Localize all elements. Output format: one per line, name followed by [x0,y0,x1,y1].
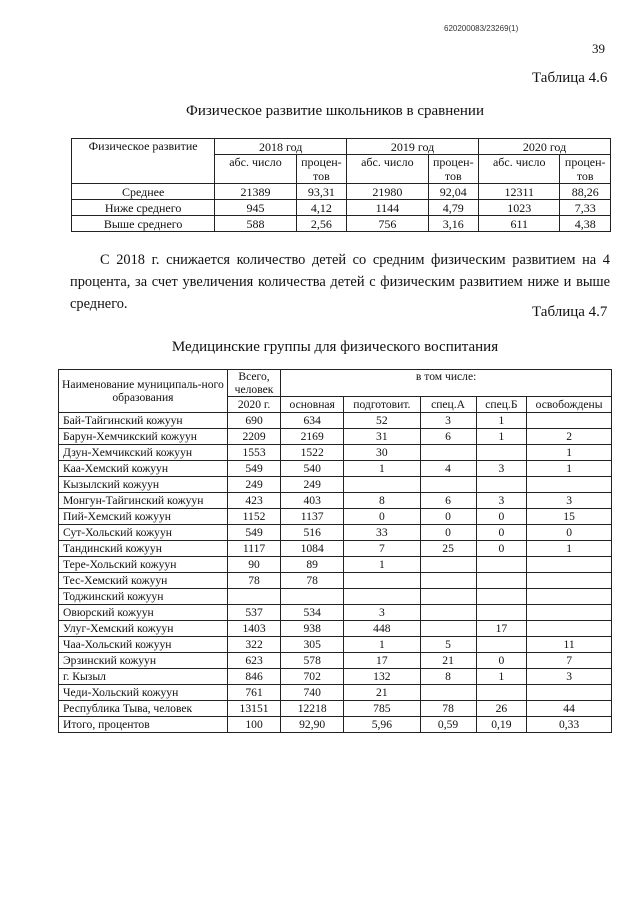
row-label: Сут-Хольский кожуун [59,525,228,541]
row-label: Каа-Хемский кожуун [59,461,228,477]
table-row [59,541,612,557]
table-cell: 3 [420,413,476,429]
table-cell: 549 [227,461,280,477]
table-cell: 611 [479,216,560,232]
table-row [59,557,612,573]
table-cell: 403 [281,493,344,509]
table-cell: 1 [527,461,612,477]
table-cell: 249 [281,477,344,493]
table-cell: 132 [344,669,420,685]
table-cell: 0 [420,525,476,541]
table-row [59,669,612,685]
row-label: Среднее [72,184,215,200]
row-label: Дзун-Хемчикский кожуун [59,445,228,461]
table-cell: 0,59 [420,717,476,733]
table-cell [420,477,476,493]
table-cell [420,605,476,621]
table-cell: 634 [281,413,344,429]
subheader-preparatory: подготовит. [344,397,420,413]
table-cell [476,637,527,653]
subheader-pct: процен-тов [296,155,346,184]
table-cell [420,557,476,573]
table-row [59,573,612,589]
table-cell: 11 [527,637,612,653]
table-cell: 7 [527,653,612,669]
table-cell: 15 [527,509,612,525]
table-cell: 1 [344,557,420,573]
table-row [59,413,612,429]
table-row [59,605,612,621]
table-row [59,717,612,733]
table-cell: 3 [527,669,612,685]
table-row [72,200,611,216]
table-4-6-label: Таблица 4.6 [532,70,608,86]
table-cell: 1137 [281,509,344,525]
table-header-row [72,139,611,155]
table-cell [476,557,527,573]
table-cell: 1 [476,669,527,685]
table-cell: 30 [344,445,420,461]
table-cell: 3,16 [428,216,478,232]
table-cell: 21 [420,653,476,669]
table-cell: 756 [347,216,428,232]
table-cell [527,685,612,701]
row-label: г. Кызыл [59,669,228,685]
table-cell: 3 [476,461,527,477]
table-cell: 1152 [227,509,280,525]
row-label: Бай-Тайгинский кожуун [59,413,228,429]
subheader-exempt: освобождены [527,397,612,413]
row-label: Тере-Хольский кожуун [59,557,228,573]
table-cell: 4,79 [428,200,478,216]
table-cell: 448 [344,621,420,637]
table-cell: 21980 [347,184,428,200]
table-cell: 5 [420,637,476,653]
table-4-6-title: Физическое развитие школьников в сравнении [186,103,484,119]
table-cell: 588 [215,216,296,232]
table-cell: 31 [344,429,420,445]
table-cell: 8 [344,493,420,509]
table-cell: 1 [527,541,612,557]
table-cell: 4 [420,461,476,477]
table-row [59,653,612,669]
table-cell: 578 [281,653,344,669]
table-cell: 0 [420,509,476,525]
row-label: Монгун-Тайгинский кожуун [59,493,228,509]
subheader-year: 2020 г. [227,397,280,413]
table-cell: 25 [420,541,476,557]
table-cell: 17 [476,621,527,637]
table-cell: 100 [227,717,280,733]
table-row [59,477,612,493]
table-cell: 4,12 [296,200,346,216]
table-cell: 1 [476,413,527,429]
table-cell: 761 [227,685,280,701]
subheader-abs: абс. число [215,155,296,184]
table-cell: 26 [476,701,527,717]
table-cell: 0 [527,525,612,541]
row-label: Пий-Хемский кожуун [59,509,228,525]
table-cell: 846 [227,669,280,685]
row-label: Овюрский кожуун [59,605,228,621]
table-row [59,637,612,653]
table-cell: 78 [227,573,280,589]
table-cell: 17 [344,653,420,669]
table-cell [420,445,476,461]
table-row [59,445,612,461]
table-cell: 2,56 [296,216,346,232]
table-cell [527,573,612,589]
table-row [59,429,612,445]
table-cell: 33 [344,525,420,541]
table-row [59,525,612,541]
table-cell: 537 [227,605,280,621]
table-cell: 322 [227,637,280,653]
table-cell: 945 [215,200,296,216]
row-label: Кызылский кожуун [59,477,228,493]
column-header-name: Наименование муниципаль-ного образования [59,370,228,413]
table-cell [476,477,527,493]
table-cell: 1 [476,429,527,445]
table-row [59,589,612,605]
table-cell: 0 [344,509,420,525]
row-label: Тоджинский кожуун [59,589,228,605]
table-cell [476,573,527,589]
table-cell: 6 [420,429,476,445]
table-cell: 52 [344,413,420,429]
table-cell [527,621,612,637]
table-cell: 938 [281,621,344,637]
subheader-special-a: спец.А [420,397,476,413]
table-cell: 740 [281,685,344,701]
row-label: Ниже среднего [72,200,215,216]
table-cell: 549 [227,525,280,541]
table-cell: 423 [227,493,280,509]
table-cell: 3 [476,493,527,509]
table-row [72,184,611,200]
table-cell [527,557,612,573]
column-header-including: в том числе: [281,370,612,397]
table-cell: 2209 [227,429,280,445]
table-cell: 3 [344,605,420,621]
column-header-development: Физическое развитие [72,139,215,184]
table-cell: 249 [227,477,280,493]
row-label: Эрзинский кожуун [59,653,228,669]
table-cell: 3 [527,493,612,509]
row-label: Итого, процентов [59,717,228,733]
table-cell: 305 [281,637,344,653]
row-label: Чеди-Хольский кожуун [59,685,228,701]
table-cell: 44 [527,701,612,717]
table-cell: 1403 [227,621,280,637]
table-cell [476,685,527,701]
subheader-special-b: спец.Б [476,397,527,413]
table-cell [420,685,476,701]
table-cell: 0,19 [476,717,527,733]
table-cell: 13151 [227,701,280,717]
table-cell [281,589,344,605]
table-4-7-label: Таблица 4.7 [532,304,608,320]
table-row [59,461,612,477]
table-cell: 0,33 [527,717,612,733]
table-cell: 93,31 [296,184,346,200]
medical-groups-table [58,369,612,733]
table-cell: 89 [281,557,344,573]
table-cell: 21389 [215,184,296,200]
table-cell [344,573,420,589]
table-cell [476,605,527,621]
row-label: Выше среднего [72,216,215,232]
table-cell [527,413,612,429]
table-cell: 0 [476,509,527,525]
table-row [59,621,612,637]
table-cell: 702 [281,669,344,685]
column-header-total: Всего, человек [227,370,280,397]
subheader-basic: основная [281,397,344,413]
table-cell: 1 [344,461,420,477]
table-cell [527,477,612,493]
row-label: Республика Тыва, человек [59,701,228,717]
physical-development-table [71,138,611,232]
table-row [59,685,612,701]
table-cell [527,605,612,621]
table-cell: 2 [527,429,612,445]
table-cell: 516 [281,525,344,541]
table-cell: 1023 [479,200,560,216]
subheader-abs: абс. число [347,155,428,184]
table-cell [527,589,612,605]
table-cell: 785 [344,701,420,717]
row-label: Барун-Хемчикский кожуун [59,429,228,445]
table-cell: 1 [344,637,420,653]
table-cell: 6 [420,493,476,509]
column-header-year: 2020 год [479,139,611,155]
table-cell [420,589,476,605]
table-cell: 0 [476,525,527,541]
page-number: 39 [592,41,605,56]
table-cell: 2169 [281,429,344,445]
table-cell: 92,90 [281,717,344,733]
table-cell: 1084 [281,541,344,557]
table-4-7-title: Медицинские группы для физического воспитания [171,339,499,355]
table-cell: 4,38 [560,216,611,232]
table-cell: 21 [344,685,420,701]
table-cell: 1144 [347,200,428,216]
subheader-pct: процен-тов [560,155,611,184]
table-cell [476,589,527,605]
table-cell: 1 [527,445,612,461]
table-cell: 90 [227,557,280,573]
table-cell: 7,33 [560,200,611,216]
table-cell: 92,04 [428,184,478,200]
subheader-pct: процен-тов [428,155,478,184]
table-cell: 12311 [479,184,560,200]
table-cell: 88,26 [560,184,611,200]
table-cell: 1522 [281,445,344,461]
table-cell: 623 [227,653,280,669]
table-cell: 0 [476,541,527,557]
table-cell: 5,96 [344,717,420,733]
table-row [59,701,612,717]
table-header-row [59,370,612,397]
table-cell: 8 [420,669,476,685]
table-cell: 12218 [281,701,344,717]
row-label: Тандинский кожуун [59,541,228,557]
table-cell: 7 [344,541,420,557]
table-cell [227,589,280,605]
table-cell: 0 [476,653,527,669]
summary-paragraph: С 2018 г. снижается количество детей со средним физическим развитием на 4 процента, за счет увеличения количества детей с физическим развитием ниже и выше среднего. [70,252,610,312]
row-label: Улуг-Хемский кожуун [59,621,228,637]
table-cell: 1117 [227,541,280,557]
column-header-year: 2018 год [215,139,347,155]
column-header-year: 2019 год [347,139,479,155]
table-cell: 690 [227,413,280,429]
table-row [59,509,612,525]
table-cell [420,573,476,589]
table-cell [344,477,420,493]
table-cell: 540 [281,461,344,477]
table-cell [344,589,420,605]
table-cell: 78 [281,573,344,589]
table-cell: 534 [281,605,344,621]
table-cell [420,621,476,637]
table-row [59,493,612,509]
document-id: 620200083/23269(1) [444,24,519,33]
subheader-abs: абс. число [479,155,560,184]
row-label: Чаа-Хольский кожуун [59,637,228,653]
table-cell: 78 [420,701,476,717]
row-label: Тес-Хемский кожуун [59,573,228,589]
table-row [72,216,611,232]
table-cell: 1553 [227,445,280,461]
table-cell [476,445,527,461]
